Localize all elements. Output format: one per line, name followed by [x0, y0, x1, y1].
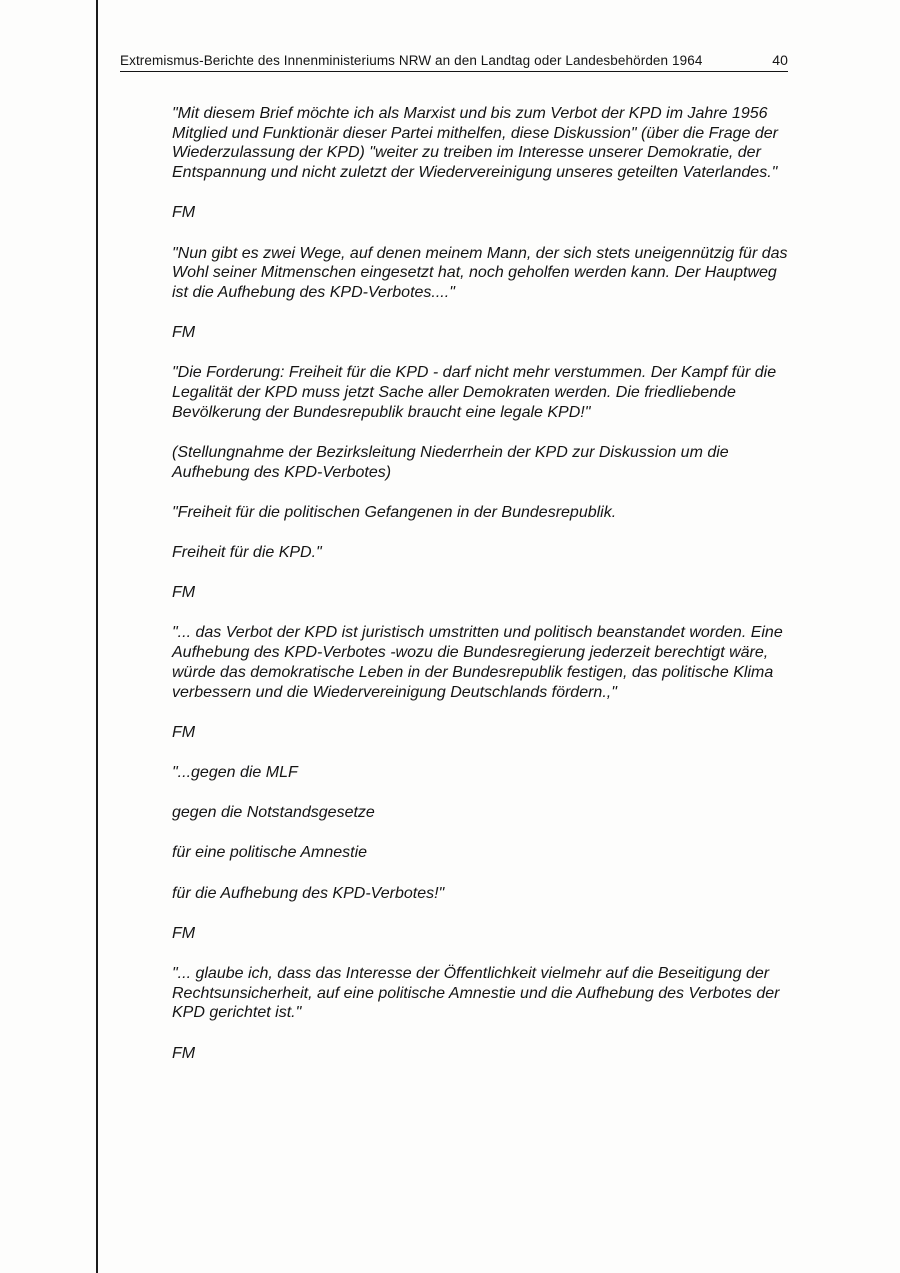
paragraph: "Nun gibt es zwei Wege, auf denen meinem Mann, der sich stets uneigennützig für das Wohl seiner Mitmenschen eingesetzt hat, noch geholfen werden kann. Der Hauptweg ist die Aufhebung des KPD-Verbotes...." — [172, 244, 788, 301]
page-header — [120, 52, 788, 68]
paragraph: FM — [172, 1044, 196, 1062]
header-title: Extremismus-Berichte des Innenministeriums NRW an den Landtag oder Landesbehörden 1964 — [120, 53, 703, 68]
paragraph: für die Aufhebung des KPD-Verbotes!" — [172, 884, 445, 902]
paragraph: "... das Verbot der KPD ist juristisch umstritten und politisch beanstandet worden. Eine Aufhebung des KPD-Verbotes -wozu die Bundesregierung jederzeit berechtigt wäre, würde das demokratische Leben in der Bundesrepublik festigen, das politische Klima verbessern und die Wiedervereinigung Deutschlands fördern.," — [172, 624, 783, 701]
paragraph: (Stellungnahme der Bezirksleitung Niederrhein der KPD zur Diskussion um die Aufhebung des KPD-Verbotes) — [172, 443, 729, 481]
page-number: 40 — [772, 52, 788, 68]
header-rule — [120, 71, 788, 72]
paragraph: "... glaube ich, dass das Interesse der Öffentlichkeit vielmehr auf die Beseitigung der Rechtsunsicherheit, auf eine politische Amnestie und die Aufhebung des Verbotes der KPD gerichtet ist." — [172, 964, 780, 1022]
paragraph: gegen die Notstandsgesetze — [172, 804, 375, 822]
paragraph: Freiheit für die KPD." — [172, 544, 322, 562]
paragraph: FM — [172, 324, 196, 342]
paragraph: FM — [172, 204, 196, 222]
paragraph: "Mit diesem Brief möchte ich als Marxist und bis zum Verbot der KPD im Jahre 1956 Mitglied und Funktionär dieser Partei mithelfen, diese Diskussion" (über die Frage der Wiederzulassung der KPD) "weiter zu treiben im Interesse unserer Demokratie, der Entspannung und nicht zuletzt der Wiedervereinigung unseres geteilten Vaterlandes." — [172, 105, 778, 182]
paragraph: "Die Forderung: Freiheit für die KPD - darf nicht mehr verstummen. Der Kampf für die Legalität der KPD muss jetzt Sache aller Demokraten werden. Die friedliebende Bevölkerung der Bundesrepublik braucht eine legale KPD!" — [172, 364, 777, 421]
paragraph: FM — [172, 924, 196, 942]
paragraph: für eine politische Amnestie — [172, 844, 368, 862]
paragraph: "...gegen die MLF — [172, 763, 298, 781]
paragraph: FM — [172, 723, 196, 741]
document-body — [172, 104, 790, 1084]
paragraph: FM — [172, 584, 196, 602]
scan-edge-line — [96, 0, 98, 1273]
paragraph: "Freiheit für die politischen Gefangenen in der Bundesrepublik. — [172, 503, 617, 521]
